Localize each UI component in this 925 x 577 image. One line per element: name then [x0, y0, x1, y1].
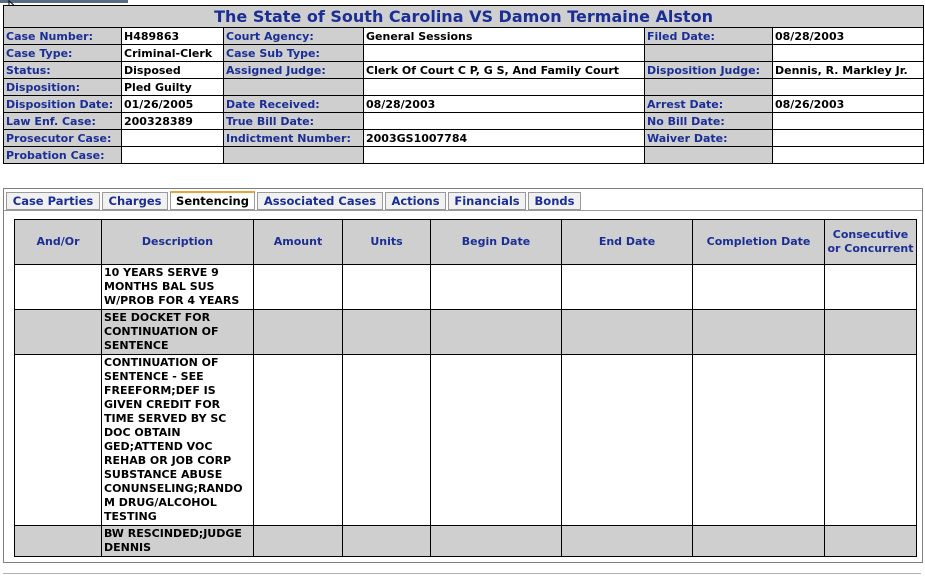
case-number-label: Case Number:: [4, 28, 122, 45]
empty-value-cell: [773, 45, 924, 62]
and-or-cell: [15, 265, 102, 310]
end-date-cell: [562, 526, 693, 557]
amount-cell: [254, 310, 343, 355]
consecutive-cell: [825, 265, 917, 310]
disposition-value: Pled Guilty: [122, 79, 224, 96]
column-header-consecutive-or-concurrent: Consecutive or Concurrent: [825, 220, 917, 265]
begin-date-cell: [431, 355, 562, 526]
and-or-cell: [15, 355, 102, 526]
case-title: The State of South Carolina VS Damon Termaine Alston: [4, 6, 924, 28]
probation-case-label: Probation Case:: [4, 147, 122, 164]
case-summary-table: [3, 5, 924, 164]
column-header-description: Description: [102, 220, 254, 265]
consecutive-cell: [825, 355, 917, 526]
disposition-date-value: 01/26/2005: [122, 96, 224, 113]
tab-divider: [4, 210, 922, 211]
amount-cell: [254, 355, 343, 526]
true-bill-date-value: [364, 113, 645, 130]
waiver-date-label: Waiver Date:: [645, 130, 773, 147]
filed-date-value: 08/28/2003: [773, 28, 924, 45]
empty-value-cell: [364, 147, 645, 164]
waiver-date-value: [773, 130, 924, 147]
consecutive-cell: [825, 526, 917, 557]
disposition-judge-label: Disposition Judge:: [645, 62, 773, 79]
empty-value-cell: [364, 79, 645, 96]
tab-case-parties[interactable]: Case Parties: [6, 192, 100, 210]
and-or-cell: [15, 526, 102, 557]
tab-sentencing[interactable]: Sentencing: [170, 191, 255, 210]
tab-financials[interactable]: Financials: [448, 192, 526, 210]
tab-charges[interactable]: Charges: [102, 192, 168, 210]
units-cell: [343, 355, 431, 526]
arrest-date-label: Arrest Date:: [645, 96, 773, 113]
table-row: [15, 265, 917, 310]
tab-panel: [3, 188, 923, 563]
date-received-value: 08/28/2003: [364, 96, 645, 113]
end-date-cell: [562, 310, 693, 355]
units-cell: [343, 526, 431, 557]
assigned-judge-value: Clerk Of Court C P, G S, And Family Court: [364, 62, 645, 79]
status-label: Status:: [4, 62, 122, 79]
bottom-divider: [3, 573, 921, 574]
case-sub-type-label: Case Sub Type:: [224, 45, 364, 62]
end-date-cell: [562, 265, 693, 310]
true-bill-date-label: True Bill Date:: [224, 113, 364, 130]
empty-label-cell: [224, 79, 364, 96]
law-enf-case-label: Law Enf. Case:: [4, 113, 122, 130]
column-header-units: Units: [343, 220, 431, 265]
table-row: [15, 526, 917, 557]
case-number-value: H489863: [122, 28, 224, 45]
units-cell: [343, 310, 431, 355]
filed-date-label: Filed Date:: [645, 28, 773, 45]
table-row: [15, 355, 917, 526]
sentencing-table: [14, 219, 917, 557]
column-header-and-or: And/Or: [15, 220, 102, 265]
begin-date-cell: [431, 310, 562, 355]
column-header-begin-date: Begin Date: [431, 220, 562, 265]
completion-date-cell: [693, 526, 825, 557]
date-received-label: Date Received:: [224, 96, 364, 113]
completion-date-cell: [693, 310, 825, 355]
court-agency-value: General Sessions: [364, 28, 645, 45]
units-cell: [343, 265, 431, 310]
no-bill-date-label: No Bill Date:: [645, 113, 773, 130]
column-header-completion-date: Completion Date: [693, 220, 825, 265]
completion-date-cell: [693, 265, 825, 310]
consecutive-cell: [825, 310, 917, 355]
and-or-cell: [15, 310, 102, 355]
begin-date-cell: [431, 265, 562, 310]
indictment-number-label: Indictment Number:: [224, 130, 364, 147]
tab-bonds[interactable]: Bonds: [528, 192, 581, 210]
prosecutor-case-value: [122, 130, 224, 147]
empty-value-cell: [773, 79, 924, 96]
indictment-number-value: 2003GS1007784: [364, 130, 645, 147]
no-bill-date-value: [773, 113, 924, 130]
disposition-date-label: Disposition Date:: [4, 96, 122, 113]
column-header-amount: Amount: [254, 220, 343, 265]
probation-case-value: [122, 147, 224, 164]
arrest-date-value: 08/26/2003: [773, 96, 924, 113]
disposition-judge-value: Dennis, R. Markley Jr.: [773, 62, 924, 79]
disposition-label: Disposition:: [4, 79, 122, 96]
law-enf-case-value: 200328389: [122, 113, 224, 130]
description-cell: 10 YEARS SERVE 9 MONTHS BAL SUS W/PROB FOR 4 YEARS: [102, 265, 254, 310]
assigned-judge-label: Assigned Judge:: [224, 62, 364, 79]
status-value: Disposed: [122, 62, 224, 79]
empty-value-cell: [773, 147, 924, 164]
prosecutor-case-label: Prosecutor Case:: [4, 130, 122, 147]
court-agency-label: Court Agency:: [224, 28, 364, 45]
description-cell: CONTINUATION OF SENTENCE - SEE FREEFORM;DEF IS GIVEN CREDIT FOR TIME SERVED BY SC DOC OBTAIN GED;ATTEND VOC REHAB OR JOB CORP SUBSTANCE ABUSE CONUNSELING;RANDOM DRUG/ALCOHOL TESTING: [102, 355, 254, 526]
case-type-label: Case Type:: [4, 45, 122, 62]
begin-date-cell: [431, 526, 562, 557]
tab-actions[interactable]: Actions: [385, 192, 446, 210]
empty-label-cell: [224, 147, 364, 164]
tab-associated-cases[interactable]: Associated Cases: [257, 192, 383, 210]
empty-label-cell: [645, 45, 773, 62]
empty-label-cell: [645, 147, 773, 164]
column-header-end-date: End Date: [562, 220, 693, 265]
completion-date-cell: [693, 355, 825, 526]
amount-cell: [254, 265, 343, 310]
case-type-value: Criminal-Clerk: [122, 45, 224, 62]
description-cell: SEE DOCKET FOR CONTINUATION OF SENTENCE: [102, 310, 254, 355]
end-date-cell: [562, 355, 693, 526]
case-sub-type-value: [364, 45, 645, 62]
description-cell: BW RESCINDED;JUDGE DENNIS: [102, 526, 254, 557]
amount-cell: [254, 526, 343, 557]
table-row: [15, 310, 917, 355]
empty-label-cell: [645, 79, 773, 96]
